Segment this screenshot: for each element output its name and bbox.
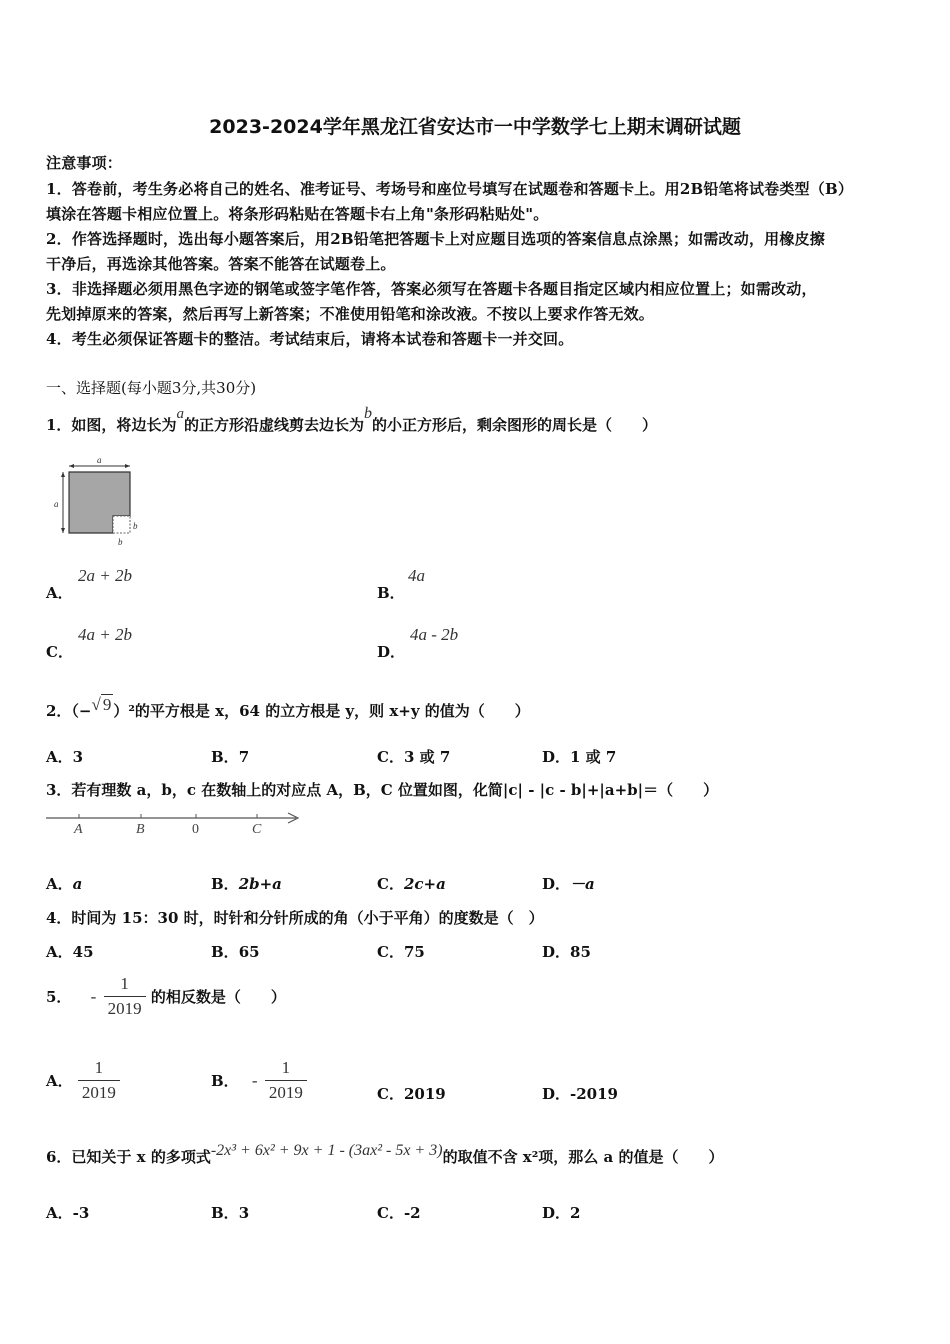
q1-var-a: a (176, 406, 184, 422)
question-1 (46, 405, 657, 435)
q6-option-b: B．3 (211, 1204, 250, 1222)
q2-sqrt (92, 695, 114, 714)
q5-option-b: B． - $\frac{1}{2019}$ (211, 1058, 307, 1103)
q2-text-post: ）²的平方根是 x，64 的立方根是 y，则 x+y 的值为（ ） (113, 702, 530, 720)
notice-heading: 注意事项： (46, 154, 123, 172)
axis-label-b: B (136, 822, 145, 837)
question-6 (46, 1142, 724, 1167)
q5-option-a-fraction: $\frac{1}{2019}$ (78, 1058, 120, 1103)
q5-fraction (104, 974, 146, 1019)
q1-label-left: a (54, 499, 59, 509)
q1-option-a-expr: 2a + 2b (78, 566, 132, 585)
q1-option-d-label: D． (377, 643, 406, 661)
q5-number: 5． (46, 988, 72, 1006)
q1-option-a-label: A． (46, 584, 73, 602)
q1-option-c-label: C． (46, 643, 73, 661)
axis-label-c: C (252, 822, 262, 837)
q2-option-a: A．3 (46, 748, 84, 766)
q1-label-bottom: b (118, 537, 123, 547)
q1-square-figure (50, 455, 145, 550)
q4-option-a: A．45 (46, 943, 94, 961)
q1-option-b-expr: 4a (408, 566, 425, 585)
q1-text-mid: 的正方形沿虚线剪去边长为 (183, 416, 364, 434)
q5-fraction-numerator: 1 (120, 974, 129, 993)
q5-option-b-fraction: $\frac{1}{2019}$ (265, 1058, 307, 1103)
q6-polynomial: -2x³ + 6x² + 9x + 1 - (3ax² - 5x + 3) (210, 1142, 443, 1159)
q3-option-b: B．2b+a (211, 875, 282, 893)
notice-line: 填涂在答题卡相应位置上。将条形码粘贴在答题卡右上角"条形码粘贴处"。 (46, 205, 549, 223)
q3-option-a: A．a (46, 875, 83, 893)
q6-option-c: C．-2 (377, 1204, 421, 1222)
q6-option-a: A．-3 (46, 1204, 90, 1222)
q5-option-a: A． $\frac{1}{2019}$ (46, 1058, 120, 1103)
axis-label-a: A (74, 822, 83, 837)
q2-option-b: B．7 (211, 748, 250, 766)
q1-option-b-label: B． (377, 584, 405, 602)
notice-line: 先划掉原来的答案，然后再写上新答案；不准使用铅笔和涂改液。不按以上要求作答无效。 (46, 305, 655, 323)
question-2 (46, 695, 530, 721)
q1-var-b: b (363, 405, 372, 422)
question-3: 3．若有理数 a，b，c 在数轴上的对应点 A，B，C 位置如图，化简|c| - |c - b|+|a+b|＝（ ） (46, 781, 719, 799)
notice-line: 1．答卷前，考生务必将自己的姓名、准考证号、考场号和座位号填写在试题卷和答题卡上。用2B铅笔将试卷类型（B） (46, 180, 854, 198)
q3-number-line (44, 806, 304, 840)
q4-option-b: B．65 (211, 943, 260, 961)
question-5 (46, 974, 286, 1019)
q5-text-post: 的相反数是（ ） (150, 988, 286, 1006)
q2-option-c: C．3 或 7 (377, 748, 451, 766)
q1-text-pre: 1．如图，将边长为 (46, 416, 177, 434)
notice-line: 2．作答选择题时，选出每小题答案后，用2B铅笔把答题卡上对应题目选项的答案信息点涂黑；如需改动，用橡皮擦 (46, 230, 825, 248)
section-heading: 一、选择题(每小题3分,共30分) (46, 379, 257, 397)
q4-option-d: D．85 (542, 943, 591, 961)
notice-line: 4．考生必须保证答题卡的整洁。考试结束后，请将本试卷和答题卡一并交回。 (46, 330, 574, 348)
q1-option-c-expr: 4a + 2b (78, 625, 132, 644)
q6-text-post: 的取值不含 x²项，那么 a 的值是（ ） (442, 1148, 724, 1166)
q2-radicand: 9 (102, 695, 112, 714)
q5-fraction-denominator: 2019 (104, 996, 146, 1019)
q1-label-top: a (97, 455, 102, 465)
q2-option-d: D．1 或 7 (542, 748, 617, 766)
q1-text-post: 的小正方形后，剩余图形的周长是（ ） (371, 416, 657, 434)
q6-text-pre: 6．已知关于 x 的多项式 (46, 1148, 211, 1166)
notice-line: 干净后，再选涂其他答案。答案不能答在试题卷上。 (46, 255, 396, 273)
q3-option-d: D．－a (542, 875, 595, 893)
q1-label-right: b (133, 521, 138, 531)
sqrt-symbol-icon: √ (91, 695, 101, 714)
q5-option-d: D．-2019 (542, 1085, 618, 1103)
q5-sign: - (90, 986, 97, 1006)
q2-text-pre: 2．（− (46, 702, 92, 720)
page-title: 2023-2024学年黑龙江省安达市一中学数学七上期末调研试题 (209, 116, 741, 138)
q4-option-c: C．75 (377, 943, 425, 961)
q6-option-d: D．2 (542, 1204, 581, 1222)
notice-line: 3．非选择题必须用黑色字迹的钢笔或签字笔作答，答案必须写在答题卡各题目指定区域内相应位置上；如需改动， (46, 280, 817, 298)
q1-cut-square (113, 516, 130, 533)
q1-option-d-expr: 4a - 2b (410, 625, 459, 644)
question-4: 4．时间为 15：30 时，时针和分针所成的角（小于平角）的度数是（ ） (46, 909, 544, 927)
q5-option-c: C．2019 (377, 1085, 446, 1103)
q3-option-c: C．2c+a (377, 875, 446, 893)
axis-label-zero: 0 (192, 822, 199, 837)
